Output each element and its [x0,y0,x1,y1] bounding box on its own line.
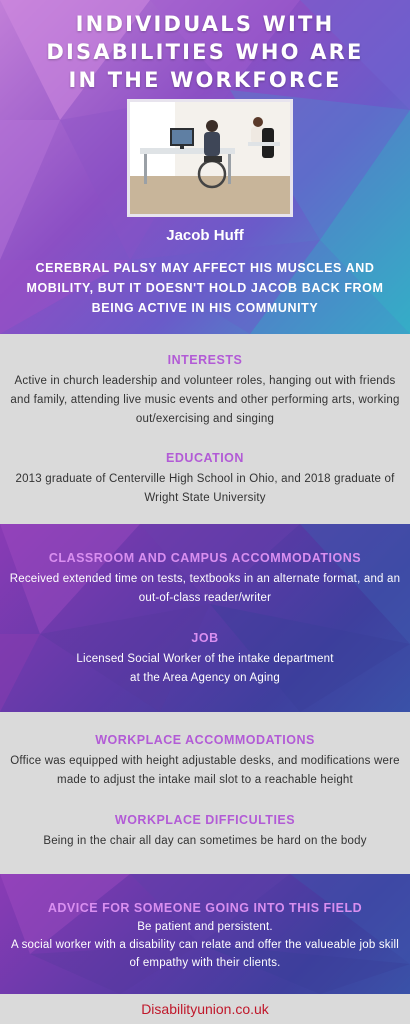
section-advice [0,874,410,994]
classroom-text: Received extended time on tests, textbooks in an alternate format, and an out-of-class reader/writer [9,573,401,604]
title-line-3: IN THE WORKFORCE [68,68,342,92]
interests-block [8,352,402,429]
interests-heading: INTERESTS [167,353,243,367]
section-classroom-job [0,524,410,712]
person-name: Jacob Huff [166,227,244,244]
footer-site-link[interactable]: Disabilityunion.co.uk [0,994,410,1024]
tagline: CEREBRAL PALSY MAY AFFECT HIS MUSCLES AND MOBILITY, BUT IT DOESN'T HOLD JACOB BACK FROM BEING ACTIVE IN HIS COMMUNITY [26,261,384,315]
job-heading: JOB [191,631,219,645]
workplace-accommodations-text: Office was equipped with height adjustable desks, and modifications were made to adjust the intake mail slot to a reachable height [10,755,400,786]
classroom-heading: CLASSROOM AND CAMPUS ACCOMMODATIONS [48,551,362,565]
section-workplace [0,712,410,874]
job-text-line-2: at the Area Agency on Aging [130,672,280,684]
workplace-difficulties-text: Being in the chair all day can sometimes be hard on the body [43,835,367,847]
advice-block [8,900,402,972]
education-block [8,450,402,508]
title-line-1: INDIVIDUALS WITH [75,12,335,36]
job-text [8,650,402,688]
education-heading: EDUCATION [166,451,244,465]
advice-text-line-1: Be patient and persistent. [137,921,273,933]
workplace-difficulties-block [8,812,402,851]
office-photo [127,99,293,217]
advice-text [8,918,402,972]
job-text-line-1: Licensed Social Worker of the intake department [76,653,334,665]
advice-text-line-2: A social worker with a disability can relate and offer the valueable job skill of empathy with their clients. [10,939,400,969]
workplace-accommodations-heading: WORKPLACE ACCOMMODATIONS [95,733,315,747]
page-title [0,10,410,94]
interests-text: Active in church leadership and volunteer roles, hanging out with friends and family, attending live music events and other performing arts, working out/exercising and singing [10,375,400,425]
workplace-accommodations-block [8,732,402,790]
advice-heading: ADVICE FOR SOMEONE GOING INTO THIS FIELD [47,901,363,915]
workplace-difficulties-heading: WORKPLACE DIFFICULTIES [114,813,296,827]
section-interests-education [0,334,410,524]
title-line-2: DISABILITIES WHO ARE [46,40,364,64]
job-block [8,630,402,688]
education-text: 2013 graduate of Centerville High School in Ohio, and 2018 graduate of Wright State University [15,473,395,504]
header-banner [0,0,410,334]
classroom-block [8,550,402,608]
